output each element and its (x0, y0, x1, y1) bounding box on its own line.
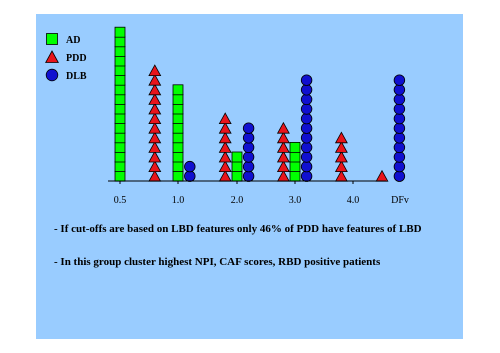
pdd-marker (149, 152, 161, 163)
dlb-marker (301, 104, 312, 115)
ad-marker (115, 162, 125, 172)
ad-marker (290, 142, 300, 152)
pdd-marker (278, 152, 290, 163)
pdd-marker (149, 75, 161, 86)
pdd-marker (149, 142, 161, 153)
chart-legend (46, 34, 87, 83)
x-tick-label: 3.0 (288, 195, 302, 206)
dlb-marker (243, 161, 254, 172)
ad-marker (115, 27, 125, 37)
ad-marker (173, 104, 183, 114)
legend-dlb-icon (46, 69, 58, 81)
ad-marker (173, 162, 183, 172)
pdd-marker (278, 142, 290, 153)
pdd-marker (219, 171, 231, 182)
pdd-marker (149, 65, 161, 76)
pdd-marker (149, 84, 161, 95)
pdd-marker (278, 161, 290, 172)
ad-marker (173, 171, 183, 181)
ad-marker (115, 56, 125, 66)
ad-marker (173, 94, 183, 104)
x-tick-label: 1.0 (171, 195, 185, 206)
ad-marker (115, 94, 125, 104)
pdd-marker (278, 132, 290, 143)
pdd-marker (149, 123, 161, 134)
dlb-marker (301, 123, 312, 134)
ad-marker (115, 152, 125, 162)
dlb-marker (394, 142, 405, 153)
pdd-marker (336, 132, 348, 143)
chart-marks (115, 27, 405, 181)
pdd-marker (336, 142, 348, 153)
dlb-marker (243, 152, 254, 163)
dlb-marker (301, 152, 312, 163)
ad-marker (115, 104, 125, 114)
pdd-marker (336, 152, 348, 163)
dlb-marker (243, 142, 254, 153)
dlb-marker (243, 133, 254, 144)
ad-marker (115, 37, 125, 47)
legend-pdd-icon (46, 51, 59, 63)
pdd-marker (376, 171, 388, 182)
dot-plot-chart (36, 14, 463, 339)
pdd-marker (278, 171, 290, 182)
pdd-marker (278, 123, 290, 134)
ad-marker (115, 85, 125, 95)
pdd-marker (149, 104, 161, 115)
slide-panel (36, 14, 463, 339)
ad-marker (290, 162, 300, 172)
ad-marker (290, 152, 300, 162)
dlb-marker (301, 171, 312, 182)
dlb-marker (243, 123, 254, 134)
pdd-marker (149, 94, 161, 105)
ad-marker (232, 162, 242, 172)
dlb-marker (394, 171, 405, 182)
ad-marker (115, 66, 125, 76)
dlb-marker (185, 161, 196, 172)
ad-marker (232, 152, 242, 162)
legend-dlb-label: DLB (66, 71, 87, 82)
dlb-marker (301, 133, 312, 144)
pdd-marker (219, 132, 231, 143)
dlb-marker (394, 75, 405, 86)
ad-marker (173, 133, 183, 143)
ad-marker (115, 171, 125, 181)
pdd-marker (149, 161, 161, 172)
x-axis-label: DFv (391, 195, 409, 206)
legend-ad-label: AD (66, 35, 81, 46)
x-tick-label: 0.5 (113, 195, 127, 206)
pdd-marker (219, 142, 231, 153)
legend-ad-icon (47, 34, 58, 45)
dlb-marker (394, 161, 405, 172)
x-tick-label: 2.0 (230, 195, 244, 206)
ad-marker (173, 114, 183, 124)
pdd-marker (149, 171, 161, 182)
ad-marker (115, 46, 125, 56)
ad-marker (115, 133, 125, 143)
dlb-marker (394, 85, 405, 96)
pdd-marker (336, 171, 348, 182)
dlb-marker (301, 85, 312, 96)
dlb-marker (301, 113, 312, 124)
dlb-marker (301, 94, 312, 105)
dlb-marker (394, 133, 405, 144)
dlb-marker (243, 171, 254, 182)
ad-marker (173, 142, 183, 152)
x-tick-label: 4.0 (346, 195, 360, 206)
x-axis (108, 181, 409, 206)
pdd-marker (149, 132, 161, 143)
dlb-marker (185, 171, 196, 182)
ad-marker (173, 152, 183, 162)
note-cluster: - In this group cluster highest NPI, CAF scores, RBD positive patients (54, 256, 381, 268)
ad-marker (173, 85, 183, 95)
pdd-marker (149, 113, 161, 124)
dlb-marker (301, 161, 312, 172)
pdd-marker (219, 113, 231, 124)
dlb-marker (394, 152, 405, 163)
dlb-marker (394, 113, 405, 124)
dlb-marker (301, 75, 312, 86)
dlb-marker (394, 123, 405, 134)
pdd-marker (219, 152, 231, 163)
pdd-marker (219, 161, 231, 172)
ad-marker (115, 142, 125, 152)
ad-marker (232, 171, 242, 181)
dlb-marker (301, 142, 312, 153)
pdd-marker (219, 123, 231, 134)
ad-marker (115, 123, 125, 133)
pdd-marker (336, 161, 348, 172)
ad-marker (290, 171, 300, 181)
ad-marker (173, 123, 183, 133)
legend-pdd-label: PDD (66, 53, 87, 64)
dlb-marker (394, 94, 405, 105)
ad-marker (115, 114, 125, 124)
note-lbd-cutoff: - If cut-offs are based on LBD features only 46% of PDD have features of LBD (54, 223, 422, 235)
dlb-marker (394, 104, 405, 115)
ad-marker (115, 75, 125, 85)
